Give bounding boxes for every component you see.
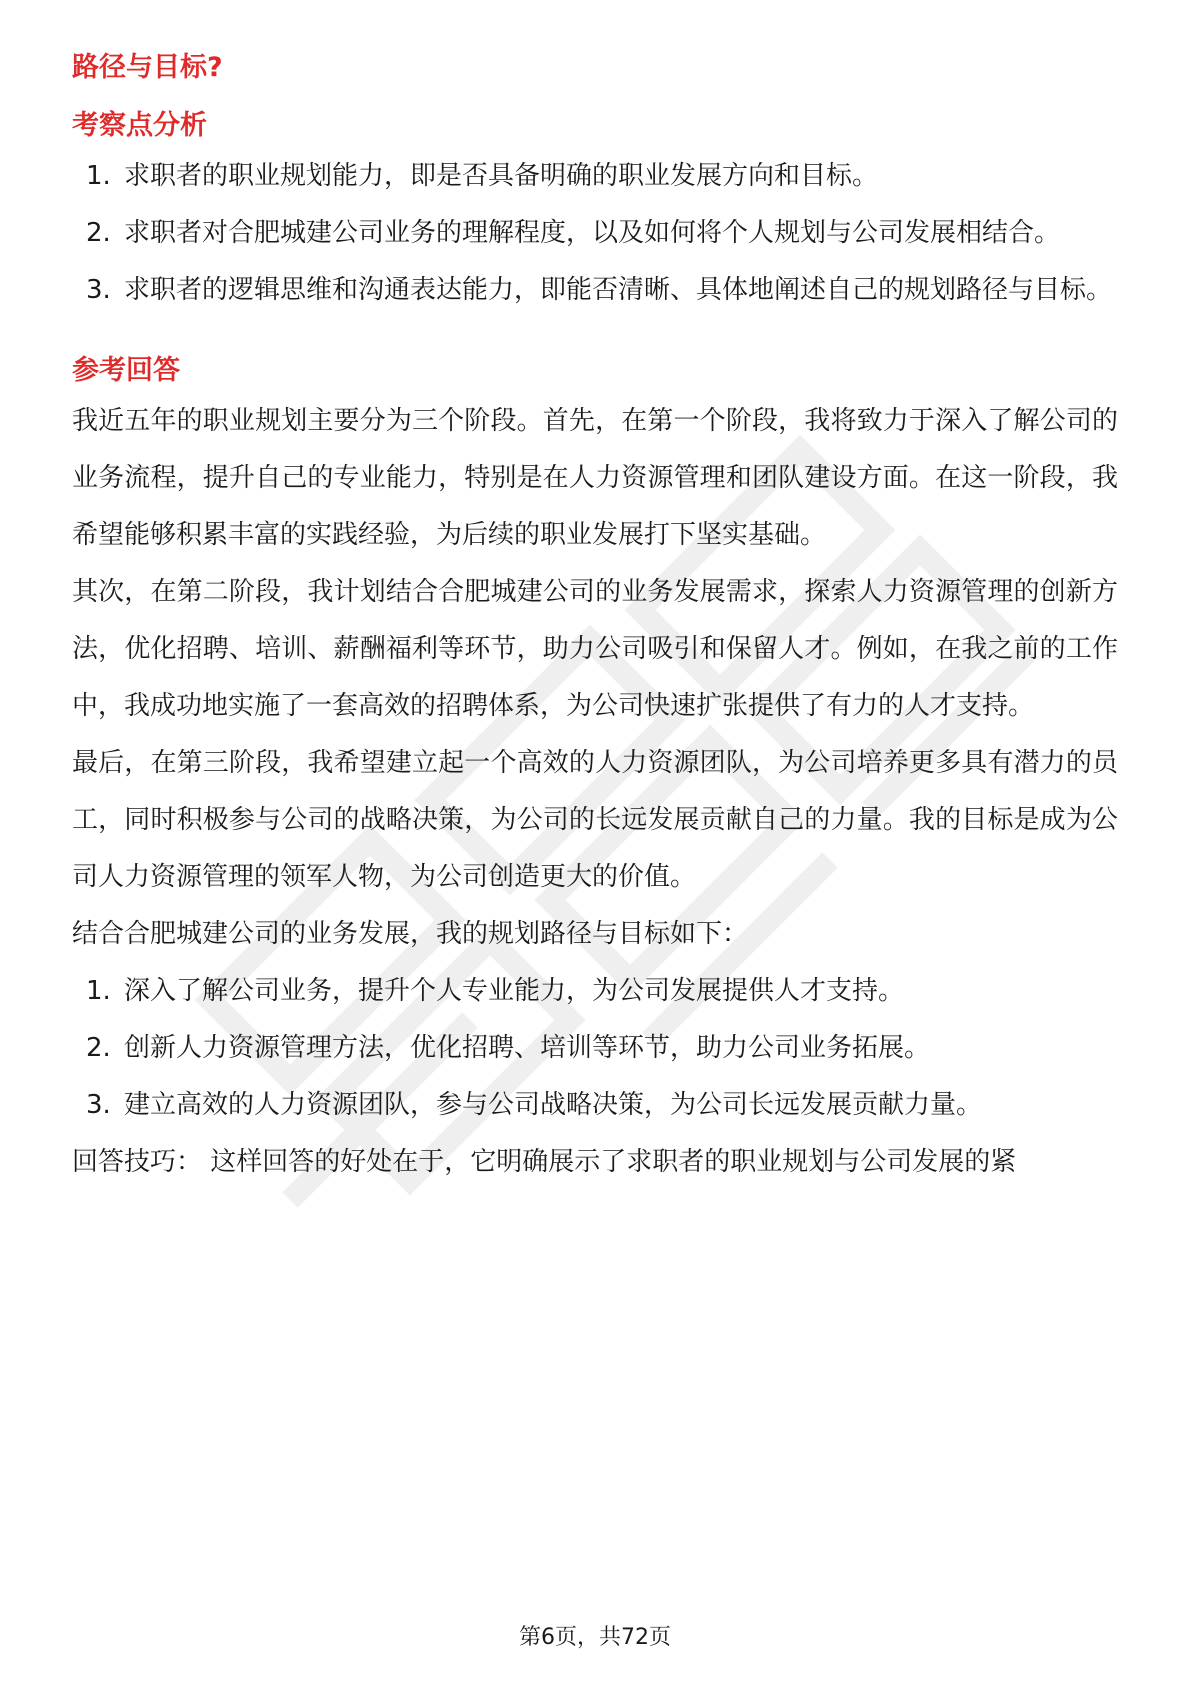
answer-paragraph-3: 最后，在第三阶段，我希望建立起一个高效的人力资源团队，为公司培养更多具有潜力的员工，同时积极参与公司的战略决策，为公司的长远发展贡献自己的力量。我的目标是成为公司人力资源管理的领军人物，为公司创造更大的价值。: [72, 748, 1118, 892]
list-number: 2.: [86, 1033, 111, 1063]
list-number: 3.: [86, 1090, 111, 1120]
list-number: 2.: [86, 218, 111, 248]
list-text: 求职者的逻辑思维和沟通表达能力，即能否清晰、具体地阐述自己的规划路径与目标。: [124, 275, 1113, 305]
answer-tip-paragraph: 回答技巧： 这样回答的好处在于，它明确展示了求职者的职业规划与公司发展的紧: [72, 1147, 1017, 1177]
plan-list: [72, 963, 1118, 1134]
list-item: [72, 205, 1118, 262]
main-content: [72, 40, 1118, 1191]
list-item: [72, 148, 1118, 205]
list-item: [72, 963, 1118, 1020]
answer-paragraph-2: 其次，在第二阶段，我计划结合合肥城建公司的业务发展需求，探索人力资源管理的创新方法，优化招聘、培训、薪酬福利等环节，助力公司吸引和保留人才。例如，在我之前的工作中，我成功地实施了一套高效的招聘体系，为公司快速扩张提供了有力的人才支持。: [72, 577, 1118, 721]
answer-paragraph-4: 结合合肥城建公司的业务发展，我的规划路径与目标如下：: [72, 919, 749, 949]
page-footer: 第6页，共72页: [519, 1625, 671, 1650]
list-number: 1.: [86, 976, 111, 1006]
list-text: 深入了解公司业务，提升个人专业能力，为公司发展提供人才支持。: [124, 976, 905, 1006]
list-text: 建立高效的人力资源团队，参与公司战略决策，为公司长远发展贡献力量。: [124, 1090, 983, 1120]
list-text: 求职者对合肥城建公司业务的理解程度，以及如何将个人规划与公司发展相结合。: [124, 218, 1061, 248]
heading-analysis: 考察点分析: [72, 110, 207, 141]
list-item: [72, 262, 1118, 319]
analysis-list: [72, 148, 1118, 319]
list-text: 创新人力资源管理方法，优化招聘、培训等环节，助力公司业务拓展。: [124, 1033, 931, 1063]
heading-path-goal: 路径与目标?: [72, 52, 223, 83]
list-item: [72, 1077, 1118, 1134]
list-text: 求职者的职业规划能力，即是否具备明确的职业发展方向和目标。: [124, 161, 879, 191]
list-item: [72, 1020, 1118, 1077]
list-number: 3.: [86, 275, 111, 305]
list-number: 1.: [86, 161, 111, 191]
answer-paragraph-1: 我近五年的职业规划主要分为三个阶段。首先，在第一个阶段，我将致力于深入了解公司的业务流程，提升自己的专业能力，特别是在人力资源管理和团队建设方面。在这一阶段，我希望能够积累丰富的实践经验，为后续的职业发展打下坚实基础。: [72, 406, 1118, 550]
heading-reference-answer: 参考回答: [72, 355, 180, 386]
